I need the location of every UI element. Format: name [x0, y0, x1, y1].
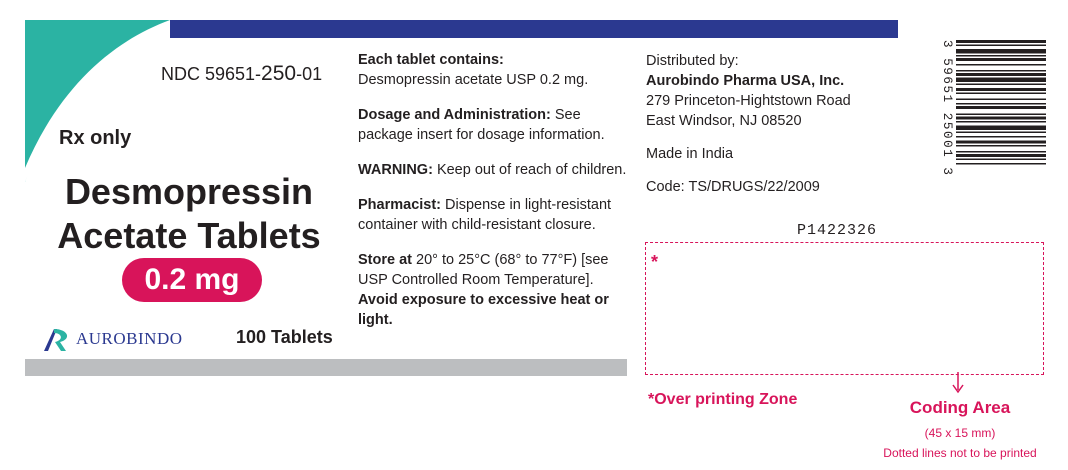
product-code: P1422326: [797, 222, 878, 239]
barcode-bar: [956, 121, 1046, 123]
coding-area-title: Coding Area: [909, 398, 1011, 417]
barcode-bar: [956, 159, 1046, 161]
pharmacist-text: Dispense in light-resistant container with child-resistant closure.: [358, 197, 612, 233]
barcode-bar: [956, 103, 1046, 105]
rx-only-label: Rx only: [59, 127, 132, 149]
coding-area-size: (45 x 15 mm): [924, 426, 996, 440]
gray-bottom-band: [25, 359, 627, 376]
overprint-zone-label: *Over printing Zone: [648, 391, 798, 408]
tablet-count: 100 Tablets: [236, 327, 333, 347]
barcode: [940, 40, 1046, 196]
each-tablet-heading: Each tablet contains:: [358, 52, 504, 68]
distributor-address-line1: 279 Princeton-Hightstown Road: [646, 93, 851, 109]
pharmacist-section: [358, 195, 638, 235]
distributor-address-line2: East Windsor, NJ 08520: [646, 113, 802, 129]
barcode-bar: [956, 114, 1046, 116]
barcode-bar: [956, 145, 1046, 147]
dotted-lines-note: Dotted lines not to be printed: [883, 446, 1037, 460]
ndc-product-code: 250: [261, 62, 297, 85]
drug-name-line2: Acetate Tablets: [57, 215, 321, 256]
barcode-bar: [956, 49, 1046, 54]
made-in-india: Made in India: [646, 146, 734, 162]
avoid-heat-text: Avoid exposure to excessive heat or light.: [358, 292, 609, 328]
overprint-star: *: [651, 252, 659, 272]
barcode-bar: [956, 132, 1046, 134]
barcode-bar: [956, 163, 1046, 165]
barcode-bar: [956, 93, 1046, 95]
dosage-text: See package insert for dosage information.: [358, 107, 605, 143]
barcode-bar: [956, 40, 1046, 43]
warning-section: [358, 160, 638, 180]
warning-heading: WARNING:: [358, 162, 433, 178]
barcode-bar: [956, 55, 1046, 57]
ndc-suffix: -01: [296, 64, 323, 84]
pharmacist-heading: Pharmacist:: [358, 197, 442, 213]
strength-badge: 0.2 mg: [122, 258, 262, 302]
barcode-bar: [956, 136, 1046, 138]
barcode-bar: [956, 126, 1046, 131]
aurobindo-logo-text: AUROBINDO: [76, 329, 183, 348]
barcode-bar: [956, 45, 1046, 47]
barcode-bar: [956, 88, 1046, 91]
storage-text: 20° to 25°C (68° to 77°F) [see USP Controlled Room Temperature].: [358, 252, 609, 288]
manufacturing-code: Code: TS/DRUGS/22/2009: [646, 179, 820, 195]
drug-name-line1: Desmopressin: [64, 171, 314, 212]
barcode-bar: [956, 151, 1046, 153]
barcode-bar: [956, 73, 1046, 76]
barcode-number: 3 59651 25001 3: [940, 40, 954, 177]
barcode-bar: [956, 70, 1046, 72]
barcode-bar: [956, 106, 1046, 109]
each-tablet-section: [358, 50, 638, 90]
each-tablet-text: Desmopressin acetate USP 0.2 mg.: [358, 72, 589, 88]
dosage-heading: Dosage and Administration:: [358, 107, 551, 123]
barcode-bar: [956, 64, 1046, 66]
product-information: [358, 50, 638, 345]
storage-section: [358, 250, 638, 330]
drug-name: [44, 170, 334, 258]
aurobindo-logo-icon: [42, 325, 72, 353]
distributor-address: [646, 51, 906, 131]
coding-area-box: [645, 242, 1044, 375]
barcode-bar: [956, 141, 1046, 144]
ndc-prefix: NDC 59651-: [161, 64, 262, 84]
coding-area-label: [880, 398, 1040, 440]
ndc-number: [161, 62, 322, 86]
warning-text: Keep out of reach of children.: [432, 162, 627, 178]
barcode-bar: [956, 84, 1046, 86]
barcode-bar: [956, 117, 1046, 120]
barcode-bar: [956, 78, 1046, 83]
distributor-name: Aurobindo Pharma USA, Inc.: [646, 73, 845, 89]
dosage-section: [358, 105, 638, 145]
barcode-bar: [956, 99, 1046, 101]
barcode-bar: [956, 58, 1046, 61]
storage-heading: Store at: [358, 252, 412, 268]
arrow-down-icon: [950, 372, 966, 394]
navy-top-band: [170, 20, 898, 38]
barcode-bar: [956, 154, 1046, 157]
aurobindo-logo: [42, 325, 183, 353]
distributor-information: [646, 51, 906, 210]
distributor-label: Distributed by:: [646, 53, 739, 69]
